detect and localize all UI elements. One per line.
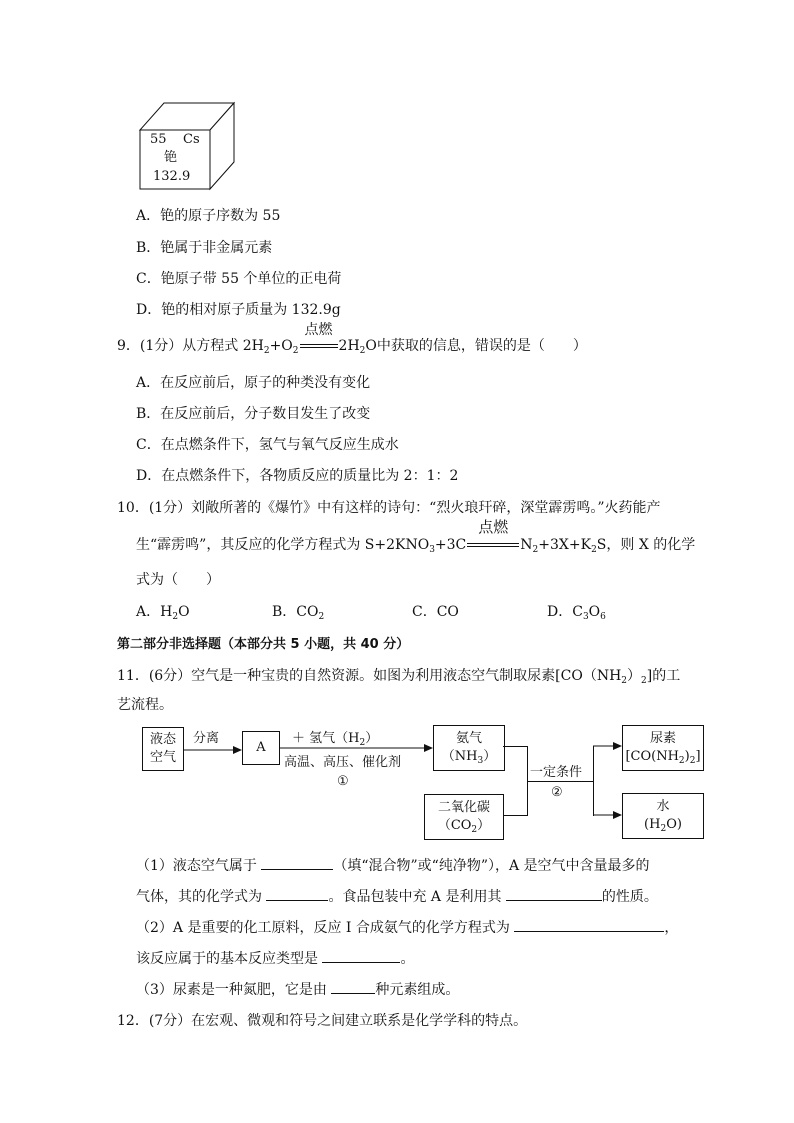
flow-arrow-synthesis [279, 743, 434, 753]
q11-part2-line1: （2）A 是重要的化工原料，反应 I 合成氨气的化学方程式为 ， [136, 917, 678, 937]
q11-part2-line2: 该反应属于的基本反应类型是 。 [136, 948, 414, 968]
flow-box-urea: 尿素 $[CO(NH_2)_2]$ [622, 725, 704, 771]
q10-option-b: B．$CO_2$ [272, 604, 325, 622]
element-number: 55 [150, 132, 167, 147]
flow-label-add-h2: ＋ 氢气$(H_2)$ [292, 731, 379, 748]
q8-option-b: B．铯属于非金属元素 [136, 240, 273, 256]
answer-blank [266, 886, 328, 901]
q10-condition: 点燃 [466, 537, 520, 554]
q9-condition: 点燃 [299, 338, 339, 355]
flow-box-co2: 二氧化碳 $(CO_2)$ [424, 794, 504, 840]
answer-blank [514, 917, 664, 932]
q11-line2: 艺流程。 [117, 697, 173, 713]
q9-option-b: B．在反应前后，分子数目发生了改变 [136, 406, 371, 422]
flow-box-a: A [242, 731, 280, 765]
element-symbol: Cs [183, 132, 200, 147]
q10-option-d: D．$C_3O_6$ [547, 604, 606, 622]
q10-option-c: C．CO [412, 604, 459, 620]
section-title: 第二部分非选择题（本部分共 5 小题，共 40 分） [117, 637, 410, 652]
q9-stem: 9．(1分）从方程式 $2H_2+O_2$ 点燃 $2H_2O$中获取的信息，错误的是（ ） [117, 322, 587, 356]
q8-option-d: D．铯的相对原子质量为 132.9g [136, 302, 341, 318]
flow-line-co2 [503, 815, 527, 816]
flow-label-certain-conditions: 一定条件 [530, 765, 583, 780]
q11-part1-line1: （1）液态空气属于 （填“混合物”或“纯净物”），A 是空气中含量最多的 [136, 855, 650, 875]
element-mass: 132.9 [153, 169, 191, 184]
flow-box-ammonia: 氨气 $(NH_3)$ [433, 725, 505, 771]
answer-blank [331, 979, 375, 994]
flow-box-water: 水 $(H_2O)$ [622, 793, 704, 839]
q11-part3: （3）尿素是一种氮肥，它是由 种元素组成。 [136, 979, 459, 999]
flow-arrow-separate [183, 745, 243, 755]
flow-arrow-urea [593, 741, 623, 751]
flow-label-step1: ① [337, 774, 349, 789]
q11-part1-line2: 气体，其的化学式为 。食品包装中充 A 是利用其 的性质。 [136, 886, 658, 906]
flow-line-split [593, 746, 594, 816]
answer-blank [261, 855, 333, 870]
flow-label-separate: 分离 [193, 731, 220, 746]
element-name: 铯 [164, 150, 178, 165]
q10-option-a: A．$H_2O$ [136, 604, 190, 622]
flow-label-step2: ② [551, 785, 563, 800]
q10-line2: 生“霹雳鸣”，其反应的化学方程式为 $S+2KNO_3+3C$ 点燃 $N_2+3X+K_2S$，则 X 的化学 [136, 518, 696, 555]
flow-line-reaction2 [527, 781, 593, 782]
answer-blank [322, 948, 400, 963]
flow-arrow-water [593, 810, 623, 820]
q9-option-c: C．在点燃条件下，氢气与氧气反应生成水 [136, 437, 399, 453]
q10-line3: 式为（ ） [136, 572, 220, 588]
flow-box-liquid-air: 液态 空气 [142, 727, 184, 771]
flow-line-ammonia [503, 746, 527, 747]
flow-label-conditions: 高温、高压、催化剂 [284, 755, 402, 770]
q8-option-a: A．铯的原子序数为 55 [136, 208, 281, 224]
q9-option-d: D．在点燃条件下，各物质反应的质量比为 2：1：2 [136, 468, 459, 484]
q12-line1: 12．(7分）在宏观、微观和符号之间建立联系是化学学科的特点。 [117, 1013, 528, 1029]
q10-line1: 10．(1分）刘敞所著的《爆竹》中有这样的诗句：“烈火琅玕碎，深堂霹雳鸣。”火药能产 [117, 500, 661, 516]
answer-blank [506, 886, 602, 901]
q11-line1: 11．(6分）空气是一种宝贵的自然资源。如图为利用液态空气制取尿素$[CO(NH_2)_2]$的工 [117, 668, 681, 686]
q8-option-c: C．铯原子带 55 个单位的正电荷 [136, 271, 342, 287]
q9-option-a: A．在反应前后，原子的种类没有变化 [136, 375, 371, 391]
